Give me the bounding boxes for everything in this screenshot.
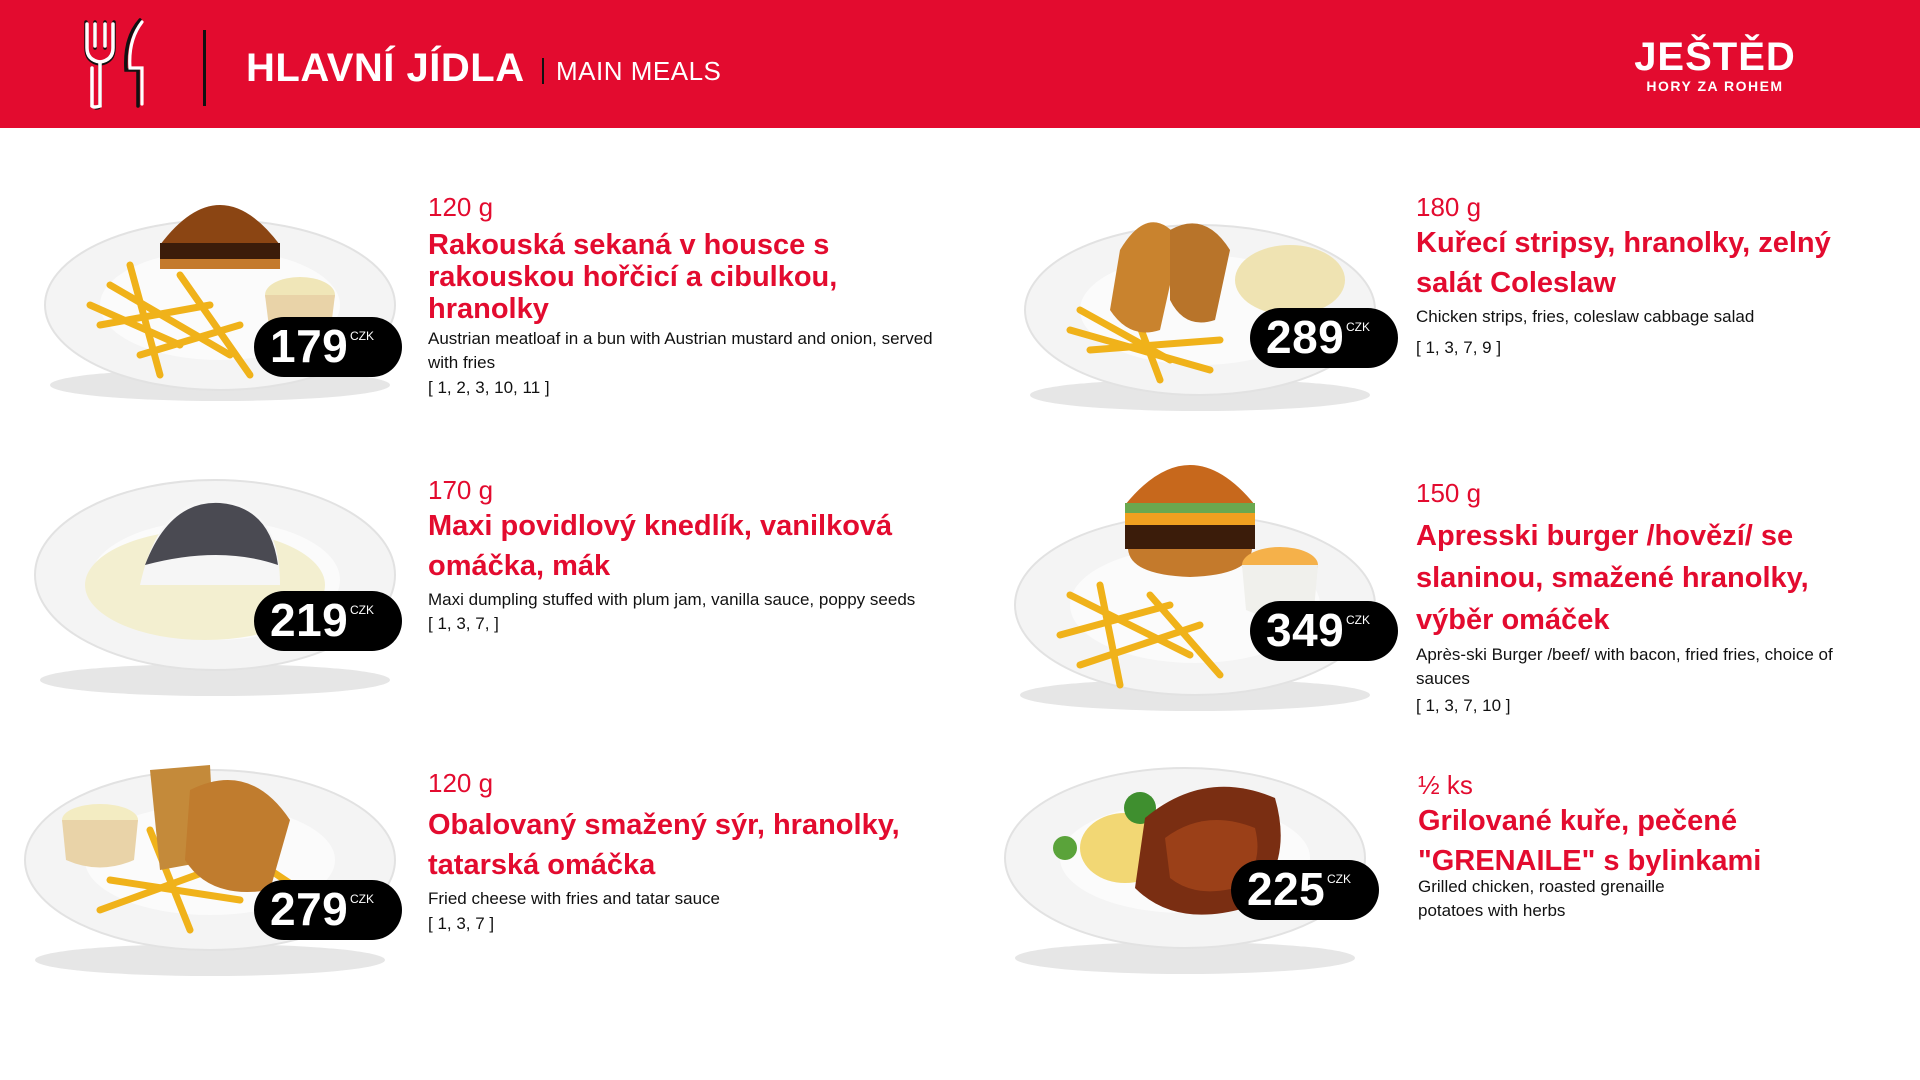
fork-knife-icon	[82, 18, 152, 110]
price-value: 279	[270, 883, 349, 935]
grilled-chicken-plate-image	[995, 748, 1375, 978]
item-weight: 170 g	[428, 475, 494, 505]
fried-cheese-plate-image	[10, 750, 410, 980]
title-separator	[542, 58, 544, 84]
page-title: HLAVNÍ JÍDLA	[246, 46, 525, 90]
item-allergens: [ 1, 3, 7, 10 ]	[1416, 696, 1511, 715]
header-bar	[0, 0, 1920, 128]
price-badge	[254, 880, 402, 940]
price-value: 225	[1247, 863, 1326, 915]
price-badge	[1231, 860, 1379, 920]
item-description: Fried cheese with fries and tatar sauce	[428, 889, 720, 908]
item-weight: 150 g	[1416, 478, 1482, 508]
item-name: Kuřecí stripsy, hranolky, zelný salát Coleslaw	[1416, 227, 1831, 299]
item-description: Maxi dumpling stuffed with plum jam, vanilla sauce, poppy seeds	[428, 590, 916, 609]
apresski-burger-plate-image	[1000, 445, 1390, 715]
item-name: Apresski burger /hovězí/ se slaninou, smažené hranolky, výběr omáček	[1416, 520, 1809, 636]
item-description: Chicken strips, fries, coleslaw cabbage salad	[1416, 307, 1755, 326]
chicken-strips-plate-image	[1010, 190, 1390, 420]
price-currency: CZK	[350, 603, 374, 617]
item-name: Rakouská sekaná v housce s rakouskou hořčicí a cibulkou, hranolky	[428, 229, 838, 325]
price-badge	[254, 317, 402, 377]
item-weight: ½ ks	[1418, 770, 1473, 800]
brand-logo	[1620, 36, 1810, 94]
price-currency: CZK	[1346, 320, 1370, 334]
price-value: 179	[270, 320, 349, 372]
item-weight: 180 g	[1416, 192, 1482, 222]
item-weight: 120 g	[428, 192, 494, 222]
item-description: Après-ski Burger /beef/ with bacon, fried fries, choice of sauces	[1416, 645, 1833, 688]
price-currency: CZK	[350, 892, 374, 906]
item-weight: 120 g	[428, 768, 494, 798]
item-description: Austrian meatloaf in a bun with Austrian mustard and onion, served with fries	[428, 329, 933, 372]
price-currency: CZK	[1346, 613, 1370, 627]
item-description: Grilled chicken, roasted grenaille potatoes with herbs	[1418, 877, 1665, 920]
item-allergens: [ 1, 3, 7 ]	[428, 914, 495, 933]
item-name: Maxi povidlový knedlík, vanilková omáčka, mák	[428, 510, 893, 582]
brand-tagline: HORY ZA ROHEM	[1646, 78, 1784, 94]
item-allergens: [ 1, 3, 7, ]	[428, 614, 499, 633]
price-value: 289	[1266, 311, 1345, 363]
page-subtitle: MAIN MEALS	[556, 56, 722, 86]
item-allergens: [ 1, 3, 7, 9 ]	[1416, 338, 1502, 357]
price-badge	[1250, 308, 1398, 368]
price-value: 349	[1266, 604, 1345, 656]
price-value: 219	[270, 594, 349, 646]
dumpling-plate-image	[20, 465, 410, 705]
price-currency: CZK	[1327, 872, 1351, 886]
price-currency: CZK	[350, 329, 374, 343]
burger-plate-image	[30, 175, 410, 405]
price-badge	[1250, 601, 1398, 661]
item-name: Obalovaný smažený sýr, hranolky, tatarská omáčka	[428, 809, 900, 881]
item-allergens: [ 1, 2, 3, 10, 11 ]	[428, 378, 550, 397]
header-divider	[203, 30, 206, 106]
price-badge	[254, 591, 402, 651]
item-name: Grilované kuře, pečené "GRENAILE" s bylinkami	[1418, 805, 1762, 877]
brand-name: JEŠTĚD	[1634, 35, 1796, 79]
